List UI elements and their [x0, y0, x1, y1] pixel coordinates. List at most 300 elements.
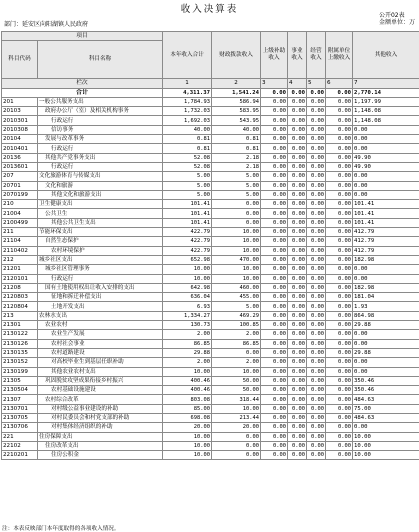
- name-cell: 农村社会事业: [38, 339, 163, 348]
- c1-cell: 1,334.27: [163, 311, 212, 320]
- c5-cell: 0.00: [307, 376, 326, 385]
- header-c5: 经营收入: [307, 32, 326, 79]
- c2-cell: 2.00: [212, 358, 261, 367]
- c3-cell: 0.00: [261, 376, 288, 385]
- c5-cell: 0.00: [307, 153, 326, 162]
- code-cell: 2130122: [2, 330, 38, 339]
- c3-cell: 0.00: [261, 107, 288, 116]
- c4-cell: 0.00: [288, 97, 307, 106]
- c3-cell: 0.00: [261, 311, 288, 320]
- table-row: [2, 283, 419, 292]
- c3-cell: 0.00: [261, 423, 288, 432]
- c7-cell: 412.79: [353, 246, 419, 255]
- c3-cell: 0.00: [261, 413, 288, 422]
- c5-cell: 0.00: [307, 265, 326, 274]
- code-cell: 21104: [2, 237, 38, 246]
- c7-cell: 0.00: [353, 265, 419, 274]
- code-cell: 2100499: [2, 218, 38, 227]
- c7-cell: 0.00: [353, 358, 419, 367]
- c4-cell: 0.00: [288, 237, 307, 246]
- table-row: [2, 265, 419, 274]
- c2-cell: 10.00: [212, 228, 261, 237]
- c2-cell: 543.95: [212, 116, 261, 125]
- c5-cell: 0.00: [307, 274, 326, 283]
- c2-cell: 470.00: [212, 255, 261, 264]
- c7-cell: 182.98: [353, 283, 419, 292]
- c3-cell: 0.00: [261, 255, 288, 264]
- c5-cell: 0.00: [307, 190, 326, 199]
- c1-cell: 642.98: [163, 283, 212, 292]
- c5-cell: 0.00: [307, 386, 326, 395]
- table-row: [2, 190, 419, 199]
- c7-cell: 0.00: [353, 367, 419, 376]
- c7-cell: 1.93: [353, 302, 419, 311]
- c5-cell: 0.00: [307, 255, 326, 264]
- c4-cell: 0.00: [288, 348, 307, 357]
- c7-cell: 0.00: [353, 181, 419, 190]
- c6-cell: 0.00: [326, 144, 353, 153]
- code-cell: 20136: [2, 153, 38, 162]
- c7-cell: 182.98: [353, 255, 419, 264]
- colnum-cell: 3: [261, 79, 288, 88]
- c4-cell: 0.00: [288, 172, 307, 181]
- table-row: [2, 376, 419, 385]
- c6-cell: 0.00: [326, 376, 353, 385]
- c5-cell: 0.00: [307, 107, 326, 116]
- c5-cell: 0.00: [307, 144, 326, 153]
- name-cell: 对村级公益事业建设的补助: [38, 404, 163, 413]
- c3-cell: 0.00: [261, 228, 288, 237]
- colnum-cell: 5: [307, 79, 326, 88]
- code-cell: 2010301: [2, 116, 38, 125]
- page-title: 收入决算表: [0, 1, 419, 15]
- name-cell: 农村综合改革: [38, 395, 163, 404]
- c6-cell: 0.00: [326, 209, 353, 218]
- c4-cell: 0.00: [288, 228, 307, 237]
- c5-cell: 0.00: [307, 358, 326, 367]
- name-cell: 行政运行: [38, 162, 163, 171]
- table-row: [2, 293, 419, 302]
- c1-cell: 10.00: [163, 451, 212, 460]
- name-cell: 巩固脱贫攻坚成果衔接乡村振兴: [38, 376, 163, 385]
- table-row: [2, 172, 419, 181]
- c1-cell: 85.00: [163, 404, 212, 413]
- c1-cell: 636.04: [163, 293, 212, 302]
- header-code: 科目代码: [2, 41, 38, 79]
- c7-cell: 49.90: [353, 153, 419, 162]
- c3-cell: 0.00: [261, 386, 288, 395]
- form-code: 公开02表: [379, 12, 415, 19]
- c5-cell: 0.00: [307, 413, 326, 422]
- c3-cell: 0.00: [261, 367, 288, 376]
- c6-cell: 0.00: [326, 358, 353, 367]
- c6-cell: 0.00: [326, 255, 353, 264]
- name-cell: 文化和旅游: [38, 181, 163, 190]
- table-row: [2, 451, 419, 460]
- table-row: [2, 162, 419, 171]
- code-cell: 2130701: [2, 404, 38, 413]
- name-cell: 住房改革支出: [38, 441, 163, 450]
- c3-cell: 0.00: [261, 181, 288, 190]
- table-row: [2, 181, 419, 190]
- c4-cell: 0.00: [288, 144, 307, 153]
- table-row: [2, 107, 419, 116]
- c1-cell: 86.85: [163, 339, 212, 348]
- code-cell: 21208: [2, 283, 38, 292]
- c2-cell: 583.95: [212, 107, 261, 116]
- c3-cell: 0.00: [261, 144, 288, 153]
- code-cell: 21307: [2, 395, 38, 404]
- c4-cell: 0.00: [288, 116, 307, 125]
- c7-cell: 101.41: [353, 200, 419, 209]
- code-cell: 2130705: [2, 413, 38, 422]
- name-cell: 行政运行: [38, 144, 163, 153]
- c6-cell: 0.00: [326, 200, 353, 209]
- total-c7: 2,770.14: [353, 88, 419, 97]
- c6-cell: 0.00: [326, 135, 353, 144]
- header-c6: 附属单位上缴收入: [326, 32, 353, 79]
- c7-cell: 1,148.08: [353, 107, 419, 116]
- name-cell: 信访事务: [38, 125, 163, 134]
- code-cell: 212: [2, 255, 38, 264]
- c1-cell: 10.00: [163, 265, 212, 274]
- c5-cell: 0.00: [307, 125, 326, 134]
- total-c4: 0.00: [288, 88, 307, 97]
- code-cell: 2013601: [2, 162, 38, 171]
- code-cell: 22102: [2, 441, 38, 450]
- c2-cell: 0.81: [212, 144, 261, 153]
- c1-cell: 652.98: [163, 255, 212, 264]
- c4-cell: 0.00: [288, 404, 307, 413]
- c5-cell: 0.00: [307, 135, 326, 144]
- c1-cell: 400.46: [163, 376, 212, 385]
- name-cell: 其他共产党事务支出: [38, 153, 163, 162]
- c2-cell: 0.00: [212, 348, 261, 357]
- c2-cell: 469.29: [212, 311, 261, 320]
- table-row: [2, 339, 419, 348]
- name-cell: 土地开发支出: [38, 302, 163, 311]
- code-cell: 2130126: [2, 339, 38, 348]
- c7-cell: 49.90: [353, 162, 419, 171]
- code-cell: 210: [2, 200, 38, 209]
- c5-cell: 0.00: [307, 200, 326, 209]
- c7-cell: 412.79: [353, 237, 419, 246]
- footnote: 注：本表反映部门本年度取得的各项收入情况。: [2, 524, 119, 532]
- c7-cell: 0.00: [353, 144, 419, 153]
- c6-cell: 0.00: [326, 190, 353, 199]
- c5-cell: 0.00: [307, 172, 326, 181]
- name-cell: 对村民委员会和村党支部的补助: [38, 413, 163, 422]
- c3-cell: 0.00: [261, 265, 288, 274]
- c2-cell: 10.00: [212, 237, 261, 246]
- c6-cell: 0.00: [326, 274, 353, 283]
- header-c3: 上级补助收入: [261, 32, 288, 79]
- c4-cell: 0.00: [288, 451, 307, 460]
- c2-cell: 0.81: [212, 135, 261, 144]
- table-row: [2, 348, 419, 357]
- table-row: [2, 246, 419, 255]
- c7-cell: 1,197.99: [353, 97, 419, 106]
- c7-cell: 484.63: [353, 395, 419, 404]
- c3-cell: 0.00: [261, 293, 288, 302]
- c1-cell: 52.08: [163, 153, 212, 162]
- c2-cell: 213.44: [212, 413, 261, 422]
- c4-cell: 0.00: [288, 283, 307, 292]
- c5-cell: 0.00: [307, 228, 326, 237]
- colnum-cell: 7: [353, 79, 419, 88]
- code-cell: 2130152: [2, 358, 38, 367]
- table-row: [2, 153, 419, 162]
- c2-cell: 5.00: [212, 172, 261, 181]
- name-cell: 对村集体经济组织的补助: [38, 423, 163, 432]
- c6-cell: 0.00: [326, 283, 353, 292]
- name-cell: 住房公积金: [38, 451, 163, 460]
- c5-cell: 0.00: [307, 367, 326, 376]
- c3-cell: 0.00: [261, 97, 288, 106]
- name-cell: 其他文化和旅游支出: [38, 190, 163, 199]
- c4-cell: 0.00: [288, 218, 307, 227]
- c3-cell: 0.00: [261, 283, 288, 292]
- c2-cell: 100.85: [212, 321, 261, 330]
- c7-cell: 0.00: [353, 274, 419, 283]
- code-cell: 2120101: [2, 274, 38, 283]
- c1-cell: 2.00: [163, 330, 212, 339]
- c2-cell: 0.00: [212, 441, 261, 450]
- total-c3: 0.00: [261, 88, 288, 97]
- table-row: [2, 228, 419, 237]
- c2-cell: 50.00: [212, 386, 261, 395]
- c2-cell: 10.00: [212, 265, 261, 274]
- table-row: [2, 367, 419, 376]
- c2-cell: 2.18: [212, 153, 261, 162]
- table-row: [2, 255, 419, 264]
- c3-cell: 0.00: [261, 237, 288, 246]
- c1-cell: 803.08: [163, 395, 212, 404]
- c5-cell: 0.00: [307, 116, 326, 125]
- c2-cell: 5.00: [212, 181, 261, 190]
- c4-cell: 0.00: [288, 200, 307, 209]
- c4-cell: 0.00: [288, 190, 307, 199]
- code-cell: 201: [2, 97, 38, 106]
- c4-cell: 0.00: [288, 107, 307, 116]
- c5-cell: 0.00: [307, 237, 326, 246]
- c1-cell: 400.46: [163, 386, 212, 395]
- name-cell: 农业生产发展: [38, 330, 163, 339]
- c3-cell: 0.00: [261, 135, 288, 144]
- c3-cell: 0.00: [261, 339, 288, 348]
- table-row: [2, 404, 419, 413]
- table-row: [2, 237, 419, 246]
- table-row: [2, 274, 419, 283]
- c4-cell: 0.00: [288, 302, 307, 311]
- c6-cell: 0.00: [326, 293, 353, 302]
- code-cell: 2130135: [2, 348, 38, 357]
- table-row: [2, 116, 419, 125]
- code-cell: 2130706: [2, 423, 38, 432]
- table-row: [2, 432, 419, 441]
- c5-cell: 0.00: [307, 339, 326, 348]
- c1-cell: 29.88: [163, 348, 212, 357]
- name-cell: 农村环境保护: [38, 246, 163, 255]
- c3-cell: 0.00: [261, 432, 288, 441]
- code-cell: 221: [2, 432, 38, 441]
- c4-cell: 0.00: [288, 209, 307, 218]
- c2-cell: 2.18: [212, 162, 261, 171]
- c4-cell: 0.00: [288, 423, 307, 432]
- c3-cell: 0.00: [261, 348, 288, 357]
- c5-cell: 0.00: [307, 395, 326, 404]
- c2-cell: 20.00: [212, 423, 261, 432]
- c3-cell: 0.00: [261, 330, 288, 339]
- name-cell: 农业农村: [38, 321, 163, 330]
- c4-cell: 0.00: [288, 367, 307, 376]
- c6-cell: 0.00: [326, 367, 353, 376]
- c5-cell: 0.00: [307, 283, 326, 292]
- c2-cell: 0.00: [212, 218, 261, 227]
- total-label: 合计: [2, 88, 163, 97]
- c7-cell: 1,148.08: [353, 116, 419, 125]
- c4-cell: 0.00: [288, 413, 307, 422]
- name-cell: 政府办公厅（室）及相关机构事务: [38, 107, 163, 116]
- c1-cell: 10.00: [163, 274, 212, 283]
- code-cell: 2120803: [2, 293, 38, 302]
- c1-cell: 10.00: [163, 441, 212, 450]
- c1-cell: 101.41: [163, 200, 212, 209]
- c2-cell: 586.94: [212, 97, 261, 106]
- c7-cell: 0.00: [353, 135, 419, 144]
- c2-cell: 86.85: [212, 339, 261, 348]
- c5-cell: 0.00: [307, 423, 326, 432]
- c1-cell: 6.93: [163, 302, 212, 311]
- code-cell: 207: [2, 172, 38, 181]
- code-cell: 2130199: [2, 367, 38, 376]
- c1-cell: 101.41: [163, 209, 212, 218]
- header-c1: 本年收入合计: [163, 32, 212, 79]
- c3-cell: 0.00: [261, 190, 288, 199]
- c3-cell: 0.00: [261, 274, 288, 283]
- c4-cell: 0.00: [288, 274, 307, 283]
- header-c4: 事业收入: [288, 32, 307, 79]
- header-c7: 其他收入: [353, 32, 419, 79]
- c6-cell: 0.00: [326, 107, 353, 116]
- c2-cell: 10.00: [212, 404, 261, 413]
- c5-cell: 0.00: [307, 404, 326, 413]
- total-c5: 0.00: [307, 88, 326, 97]
- c7-cell: 101.41: [353, 218, 419, 227]
- c7-cell: 0.00: [353, 423, 419, 432]
- c1-cell: 1,692.03: [163, 116, 212, 125]
- c1-cell: 20.00: [163, 423, 212, 432]
- c6-cell: 0.00: [326, 348, 353, 357]
- header-project: 项目: [2, 32, 163, 41]
- c1-cell: 40.00: [163, 125, 212, 134]
- c3-cell: 0.00: [261, 302, 288, 311]
- c6-cell: 0.00: [326, 265, 353, 274]
- c4-cell: 0.00: [288, 255, 307, 264]
- table-row: [2, 135, 419, 144]
- c4-cell: 0.00: [288, 135, 307, 144]
- c6-cell: 0.00: [326, 97, 353, 106]
- c6-cell: 0.00: [326, 423, 353, 432]
- code-cell: 20701: [2, 181, 38, 190]
- c5-cell: 0.00: [307, 218, 326, 227]
- c5-cell: 0.00: [307, 181, 326, 190]
- name-cell: 文化旅游体育与传媒支出: [38, 172, 163, 181]
- c3-cell: 0.00: [261, 162, 288, 171]
- c1-cell: 1,732.03: [163, 107, 212, 116]
- c7-cell: 0.00: [353, 172, 419, 181]
- c3-cell: 0.00: [261, 321, 288, 330]
- c5-cell: 0.00: [307, 246, 326, 255]
- c1-cell: 2.00: [163, 358, 212, 367]
- c7-cell: 0.00: [353, 339, 419, 348]
- code-cell: 20103: [2, 107, 38, 116]
- code-cell: 2070199: [2, 190, 38, 199]
- c7-cell: 0.00: [353, 330, 419, 339]
- c7-cell: 350.46: [353, 386, 419, 395]
- code-cell: 2130504: [2, 386, 38, 395]
- table-row: [2, 209, 419, 218]
- c6-cell: 0.00: [326, 228, 353, 237]
- colnum-cell: 4: [288, 79, 307, 88]
- table-row: [2, 441, 419, 450]
- c7-cell: 29.88: [353, 348, 419, 357]
- c7-cell: 864.98: [353, 311, 419, 320]
- total-c1: 4,311.37: [163, 88, 212, 97]
- c2-cell: 318.44: [212, 395, 261, 404]
- c4-cell: 0.00: [288, 293, 307, 302]
- column-number-row: [2, 79, 419, 88]
- table-row: [2, 358, 419, 367]
- colnum-cell: 2: [212, 79, 261, 88]
- name-cell: 发展与改革事务: [38, 135, 163, 144]
- c2-cell: 0.00: [212, 209, 261, 218]
- c4-cell: 0.00: [288, 125, 307, 134]
- c1-cell: 0.81: [163, 144, 212, 153]
- c3-cell: 0.00: [261, 395, 288, 404]
- c1-cell: 52.08: [163, 162, 212, 171]
- name-cell: 农村道路建设: [38, 348, 163, 357]
- c7-cell: 484.63: [353, 413, 419, 422]
- name-cell: 其他农业农村支出: [38, 367, 163, 376]
- c5-cell: 0.00: [307, 293, 326, 302]
- c1-cell: 130.73: [163, 321, 212, 330]
- table-row: [2, 302, 419, 311]
- unit-label: 金额单位：万: [379, 19, 415, 26]
- c7-cell: 10.00: [353, 432, 419, 441]
- c2-cell: 50.00: [212, 376, 261, 385]
- c6-cell: 0.00: [326, 116, 353, 125]
- c4-cell: 0.00: [288, 386, 307, 395]
- table-row: [2, 330, 419, 339]
- c6-cell: 0.00: [326, 321, 353, 330]
- c6-cell: 0.00: [326, 125, 353, 134]
- name-cell: 自然生态保护: [38, 237, 163, 246]
- name-cell: 住房保障支出: [38, 432, 163, 441]
- total-c2: 1,541.24: [212, 88, 261, 97]
- c6-cell: 0.00: [326, 386, 353, 395]
- c6-cell: 0.00: [326, 413, 353, 422]
- table-row: [2, 321, 419, 330]
- c2-cell: 0.00: [212, 432, 261, 441]
- c5-cell: 0.00: [307, 321, 326, 330]
- c7-cell: 75.00: [353, 404, 419, 413]
- c6-cell: 0.00: [326, 162, 353, 171]
- c7-cell: 350.46: [353, 376, 419, 385]
- table-row: [2, 97, 419, 106]
- c4-cell: 0.00: [288, 246, 307, 255]
- c5-cell: 0.00: [307, 432, 326, 441]
